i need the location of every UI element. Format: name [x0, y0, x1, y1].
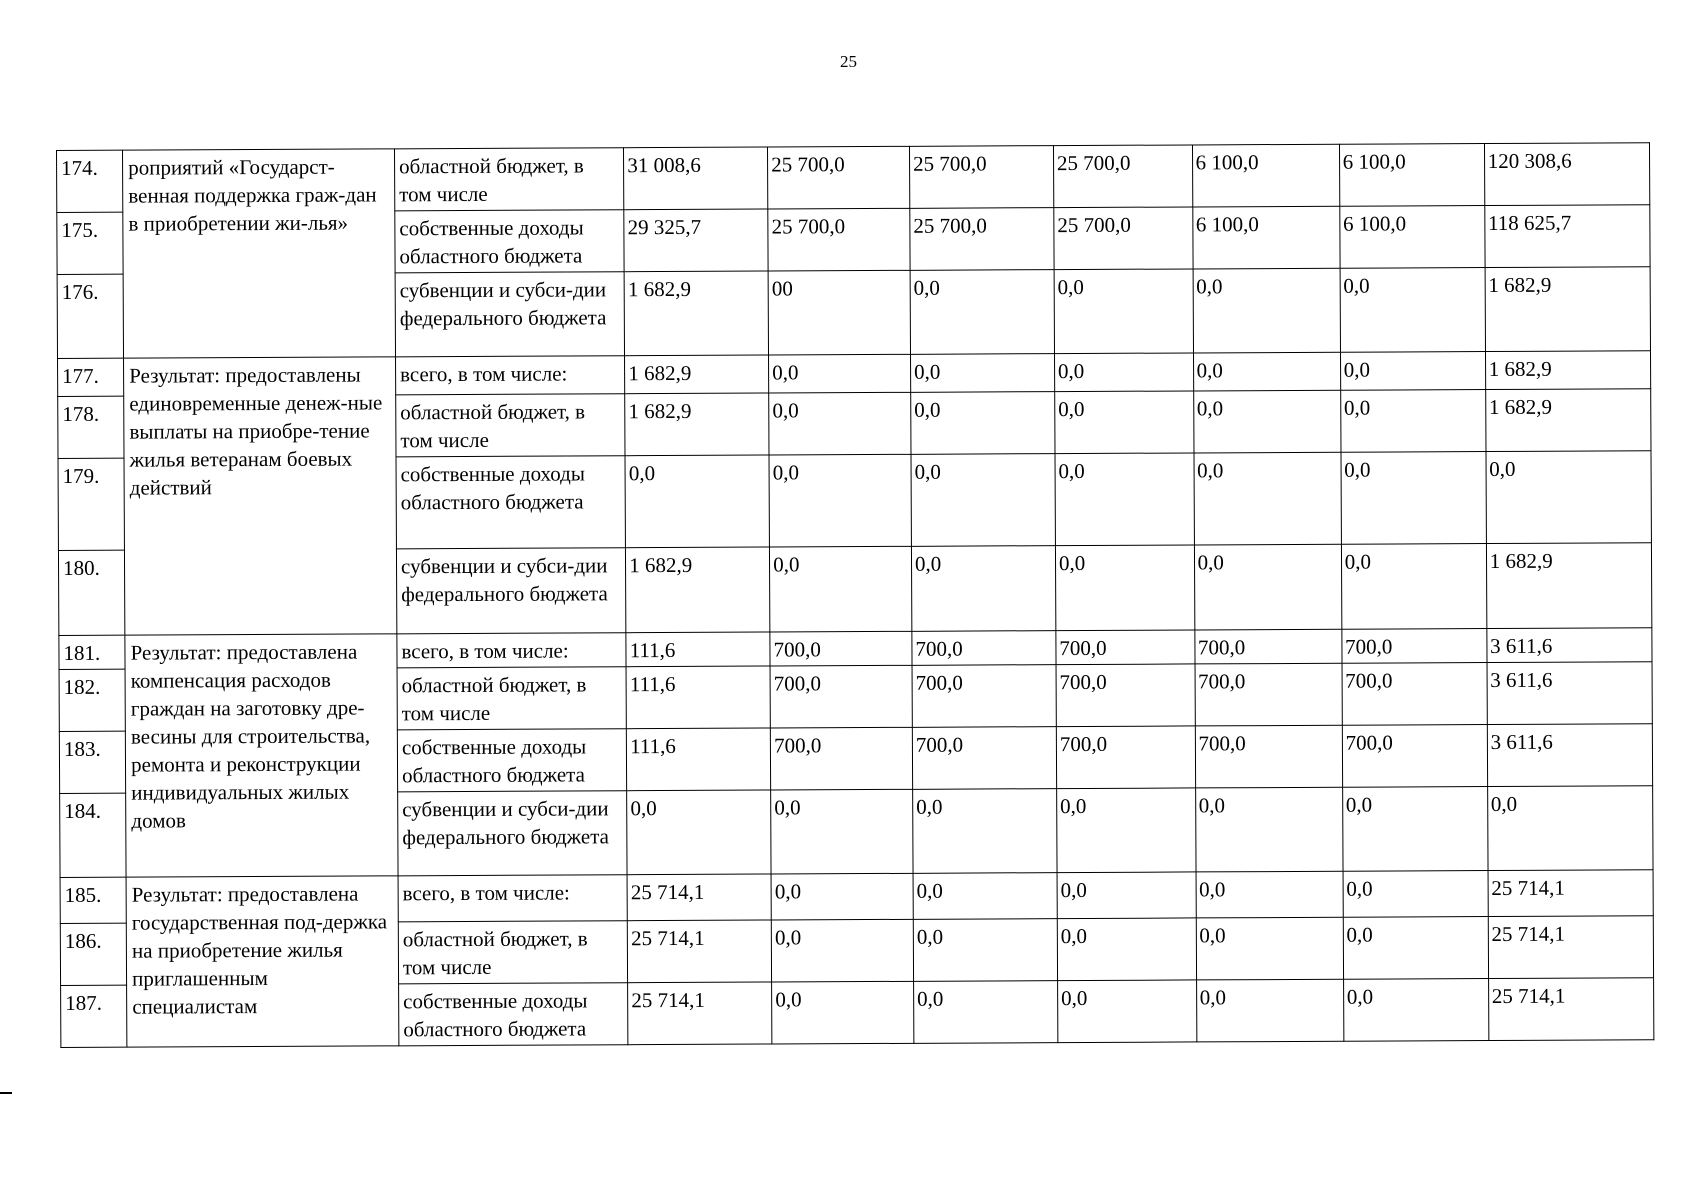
- row-number: 184.: [60, 793, 127, 877]
- year-value: 0,0: [1341, 452, 1486, 545]
- year-value: 111,6: [626, 666, 770, 729]
- row-number: 185.: [60, 877, 126, 923]
- year-value: 1 682,9: [624, 271, 768, 356]
- total-value: 3 611,6: [1487, 628, 1653, 663]
- total-value: 25 714,1: [1488, 870, 1654, 917]
- year-value: 700,0: [770, 631, 912, 666]
- year-value: 6 100,0: [1339, 206, 1484, 269]
- year-value: 0,0: [913, 919, 1057, 982]
- total-value: 25 714,1: [1488, 916, 1654, 979]
- year-value: 0,0: [1054, 269, 1193, 354]
- year-value: 0,0: [1340, 352, 1485, 391]
- year-value: 0,0: [1194, 452, 1342, 545]
- year-value: 0,0: [769, 392, 911, 455]
- row-number: 186.: [60, 923, 126, 985]
- year-value: 0,0: [1057, 788, 1196, 873]
- result-description: Результат: предоставлена компенсация расходов граждан на заготовку дре-весины для строительства, ремонта и реконструкции индивидуальных жилых домов: [125, 634, 398, 877]
- total-value: 1 682,9: [1485, 267, 1651, 352]
- year-value: 0,0: [1055, 453, 1194, 546]
- year-value: 111,6: [626, 632, 770, 667]
- year-value: 31 008,6: [624, 147, 768, 210]
- year-value: 0,0: [1055, 545, 1194, 631]
- year-value: 0,0: [1057, 918, 1196, 981]
- total-value: 0,0: [1486, 451, 1652, 544]
- budget-table-wrapper: [56, 142, 1654, 1048]
- year-value: 0,0: [910, 270, 1054, 355]
- year-value: 0,0: [770, 546, 912, 632]
- row-number: 175.: [57, 212, 123, 274]
- row-number: 182.: [59, 669, 125, 731]
- year-value: 0,0: [1342, 787, 1487, 872]
- year-value: 0,0: [769, 354, 911, 393]
- result-description: Результат: предоставлены единовременные денеж-ные выплаты на приобре-тение жилья ветеранам боевых действий: [124, 357, 397, 635]
- row-number: 180.: [58, 550, 125, 635]
- table-body: [57, 143, 1654, 1048]
- page-number: 25: [840, 52, 857, 71]
- year-value: 700,0: [770, 665, 912, 728]
- year-value: 700,0: [1342, 629, 1487, 664]
- result-description: Результат: предоставлена государственная под-держка на приобретение жилья приглашенным специалистам: [126, 876, 399, 1047]
- year-value: 6 100,0: [1339, 144, 1484, 207]
- total-value: 3 611,6: [1487, 724, 1653, 787]
- row-number: 178.: [58, 396, 124, 458]
- year-value: 0,0: [1057, 980, 1196, 1043]
- table-row: [57, 143, 1650, 213]
- margin-mark: [0, 1092, 12, 1094]
- year-value: 0,0: [911, 454, 1055, 547]
- year-value: 0,0: [1054, 353, 1193, 392]
- year-value: 700,0: [1056, 664, 1195, 727]
- row-number: 174.: [57, 150, 123, 212]
- year-value: 0,0: [1193, 352, 1340, 391]
- row-number: 179.: [58, 458, 125, 550]
- year-value: 0,0: [771, 919, 913, 982]
- year-value: 25 700,0: [910, 208, 1054, 271]
- funding-source: областной бюджет, в том числе: [394, 148, 624, 211]
- total-value: 1 682,9: [1486, 543, 1652, 629]
- table-row: [60, 870, 1653, 924]
- year-value: 0,0: [771, 873, 913, 920]
- year-value: 1 682,9: [625, 393, 769, 456]
- funding-source: собственные доходы областного бюджета: [397, 729, 627, 792]
- year-value: 6 100,0: [1192, 206, 1339, 269]
- year-value: 25 700,0: [768, 208, 910, 271]
- year-value: 1 682,9: [625, 355, 769, 394]
- total-value: 118 625,7: [1484, 205, 1650, 268]
- total-value: 3 611,6: [1487, 662, 1653, 725]
- funding-source: субвенции и субси-дии федерального бюджета: [395, 272, 625, 357]
- year-value: 700,0: [1342, 725, 1487, 788]
- year-value: 0,0: [1340, 390, 1485, 453]
- year-value: 700,0: [1056, 630, 1195, 665]
- funding-source: собственные доходы областного бюджета: [399, 983, 629, 1046]
- year-value: 0,0: [911, 392, 1055, 455]
- year-value: 700,0: [912, 727, 1056, 790]
- year-value: 0,0: [1343, 979, 1488, 1042]
- year-value: 0,0: [913, 789, 1057, 874]
- year-value: 0,0: [771, 789, 913, 874]
- year-value: 0,0: [1195, 787, 1343, 872]
- funding-source: субвенции и субси-дии федерального бюджета: [398, 791, 628, 876]
- funding-source: всего, в том числе:: [397, 633, 626, 668]
- year-value: 25 714,1: [627, 874, 771, 921]
- year-value: 29 325,7: [624, 209, 768, 272]
- total-value: 25 714,1: [1488, 978, 1654, 1041]
- row-number: 183.: [59, 731, 125, 793]
- year-value: 0,0: [1055, 391, 1194, 454]
- year-value: 700,0: [1195, 663, 1342, 726]
- year-value: 0,0: [1057, 872, 1196, 919]
- year-value: 0,0: [1343, 871, 1488, 918]
- year-value: 0,0: [914, 981, 1058, 1044]
- funding-source: областной бюджет, в том числе: [398, 921, 628, 984]
- year-value: 0,0: [1196, 871, 1343, 918]
- total-value: 1 682,9: [1485, 389, 1651, 452]
- year-value: 0,0: [1343, 917, 1488, 980]
- year-value: 0,0: [910, 354, 1054, 393]
- year-value: 0,0: [772, 981, 914, 1044]
- funding-source: всего, в том числе:: [395, 356, 624, 395]
- year-value: 0,0: [625, 455, 769, 548]
- year-value: 25 700,0: [1054, 207, 1193, 270]
- year-value: 25 700,0: [768, 146, 910, 209]
- year-value: 700,0: [770, 727, 912, 790]
- year-value: 25 714,1: [627, 920, 771, 983]
- year-value: 0,0: [627, 790, 771, 875]
- year-value: 700,0: [1195, 725, 1342, 788]
- row-number: 187.: [61, 985, 127, 1047]
- year-value: 700,0: [912, 665, 1056, 728]
- funding-source: областной бюджет, в том числе: [396, 394, 626, 457]
- year-value: 00: [768, 270, 910, 355]
- row-number: 177.: [58, 358, 124, 396]
- year-value: 25 700,0: [1053, 145, 1192, 208]
- funding-source: собственные доходы областного бюджета: [396, 456, 626, 549]
- year-value: 111,6: [627, 728, 771, 791]
- row-number: 176.: [57, 274, 124, 358]
- total-value: 1 682,9: [1485, 351, 1651, 390]
- year-value: 0,0: [1193, 268, 1341, 353]
- funding-source: субвенции и субси-дии федерального бюджета: [396, 548, 626, 634]
- year-value: 25 714,1: [628, 982, 772, 1045]
- result-description: роприятий «Государст-венная поддержка граж-дан в приобретении жи-лья»: [123, 149, 396, 358]
- year-value: 0,0: [1193, 390, 1340, 453]
- total-value: 0,0: [1487, 786, 1653, 871]
- year-value: 0,0: [1196, 979, 1343, 1042]
- funding-source: всего, в том числе:: [398, 875, 627, 922]
- budget-table: [56, 142, 1654, 1048]
- year-value: 6 100,0: [1192, 144, 1339, 207]
- year-value: 700,0: [1342, 663, 1487, 726]
- year-value: 0,0: [1196, 917, 1343, 980]
- funding-source: областной бюджет, в том числе: [397, 667, 627, 730]
- year-value: 700,0: [1194, 629, 1341, 664]
- year-value: 0,0: [1340, 268, 1485, 353]
- funding-source: собственные доходы областного бюджета: [395, 210, 625, 273]
- year-value: 25 700,0: [909, 146, 1053, 209]
- year-value: 1 682,9: [626, 547, 770, 633]
- year-value: 0,0: [1341, 544, 1486, 630]
- year-value: 700,0: [1056, 726, 1195, 789]
- year-value: 700,0: [912, 631, 1056, 666]
- total-value: 120 308,6: [1484, 143, 1650, 206]
- year-value: 0,0: [913, 873, 1057, 920]
- year-value: 0,0: [911, 546, 1055, 632]
- year-value: 0,0: [769, 454, 911, 547]
- row-number: 181.: [59, 635, 125, 669]
- year-value: 0,0: [1194, 544, 1342, 630]
